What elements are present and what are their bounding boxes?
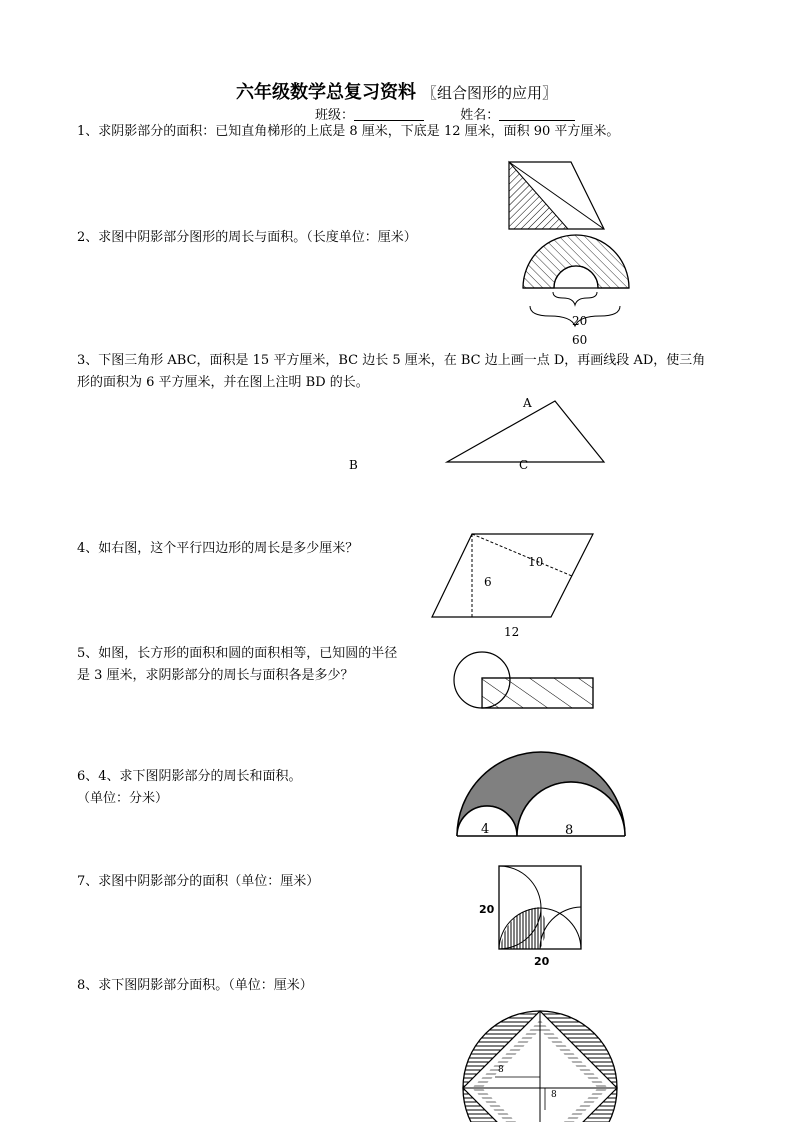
question-3-line-2: 形的面积为 6 平方厘米，并在图上注明 BD 的长。: [77, 375, 369, 390]
vertex-b-label: B: [349, 458, 358, 472]
q4-height-6-label: 6: [484, 575, 492, 589]
question-2-text: 2、求图中阴影部分图形的周长与面积。（长度单位：厘米）: [77, 230, 417, 245]
question-5-line-1: 5、如图，长方形的面积和圆的面积相等，已知圆的半径: [77, 646, 398, 661]
q6-large-diameter-label: 8: [565, 823, 574, 838]
vertex-a-label: A: [523, 396, 532, 410]
q7-side-label: 20: [479, 903, 495, 916]
name-label: 姓名：: [460, 108, 500, 123]
class-label: 班级：: [315, 108, 355, 123]
q7-base-label: 20: [534, 955, 550, 968]
question-7-text: 7、求图中阴影部分的面积（单位：厘米）: [77, 874, 320, 889]
q8-label-horizontal: 8: [498, 1065, 504, 1075]
q4-base-label: 12: [504, 625, 520, 639]
question-5-line-2: 是 3 厘米，求阴影部分的周长与面积各是多少？: [77, 668, 354, 683]
question-3-line-1: 3、下图三角形 ABC，面积是 15 平方厘米，BC 边长 5 厘米，在 BC 边上画一点 D，再画线段 AD，使三角: [77, 353, 706, 368]
q6-small-diameter-label: 4: [481, 822, 490, 837]
q4-height-10-label: 10: [528, 555, 544, 569]
q2-inner-diameter-label: 20: [572, 314, 588, 328]
question-8-text: 8、求下图阴影部分面积。（单位：厘米）: [77, 978, 313, 993]
question-4-text: 4、如右图，这个平行四边形的周长是多少厘米？: [77, 541, 359, 556]
document-subtitle: 〖组合图形的应用〗: [421, 84, 557, 102]
question-6-line-1: 6、4、求下图阴影部分的周长和面积。: [77, 769, 302, 784]
q8-label-vertical: 8: [551, 1090, 557, 1100]
question-6-line-2: （单位：分米）: [77, 791, 169, 806]
q2-outer-diameter-label: 60: [572, 333, 588, 347]
vertex-c-label: C: [519, 458, 529, 472]
question-1-text: 1、求阴影部分的面积：已知直角梯形的上底是 8 厘米，下底是 12 厘米，面积 90 平方厘米。: [77, 124, 620, 139]
document-title: 六年级数学总复习资料: [235, 82, 416, 103]
